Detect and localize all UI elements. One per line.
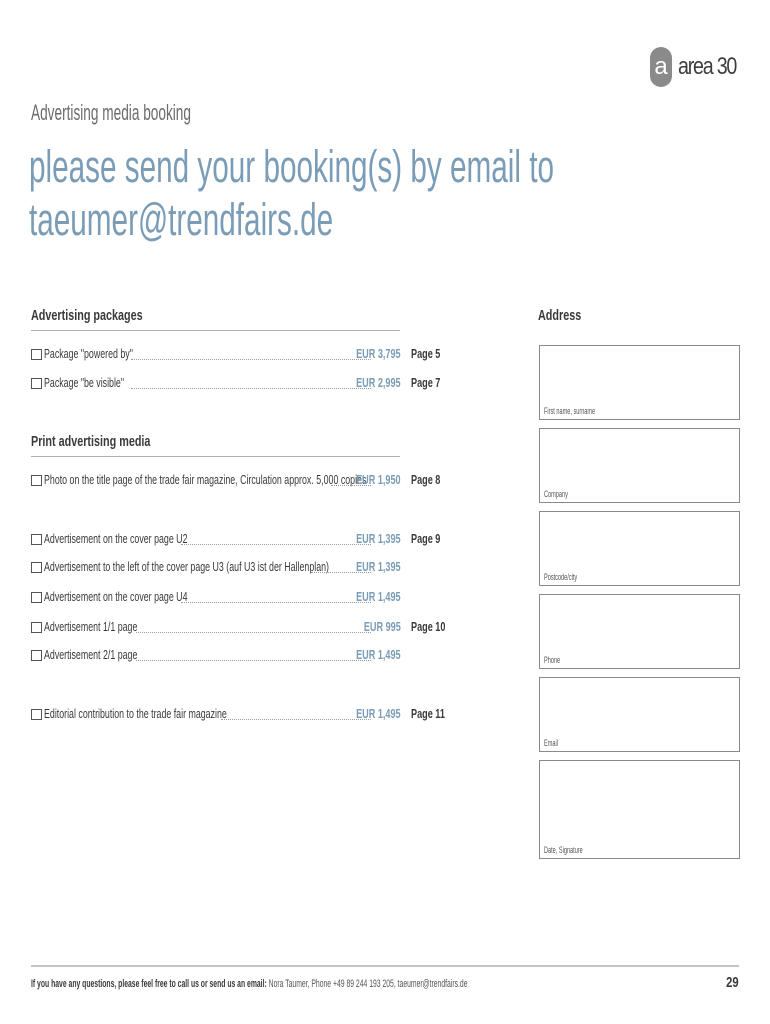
- booking-row: [31, 559, 451, 577]
- area30-logo: [650, 45, 749, 89]
- row-price: EUR 1,950: [356, 472, 401, 487]
- footer-divider: [31, 965, 739, 967]
- booking-row: [31, 647, 451, 665]
- document-label: Advertising media booking: [31, 100, 191, 125]
- row-label: Advertisement to the left of the cover page U3 (auf U3 ist der Hallenplan): [44, 559, 330, 574]
- checkbox[interactable]: [31, 562, 42, 573]
- row-label: Advertisement on the cover page U4: [44, 589, 188, 604]
- row-page-ref: Page 10: [411, 619, 446, 634]
- row-label: Advertisement on the cover page U2: [44, 531, 188, 546]
- headline-email-link[interactable]: taeumer@trendfairs.de: [29, 194, 334, 245]
- checkbox[interactable]: [31, 475, 42, 486]
- logo-wordmark: area 30: [678, 53, 737, 80]
- field-caption: Phone: [544, 655, 561, 665]
- page-number: 29: [726, 974, 739, 991]
- section-title-packages: Advertising packages: [31, 307, 143, 324]
- checkbox[interactable]: [31, 709, 42, 720]
- checkbox[interactable]: [31, 349, 42, 360]
- footer-contact-details: Nora Taumer, Phone +49 89 244 193 205, taeumer@trendfairs.de: [268, 978, 468, 990]
- row-label: Package "powered by": [44, 346, 133, 361]
- row-page-ref: Page 9: [411, 531, 441, 546]
- section-title-print: Print advertising media: [31, 433, 151, 450]
- field-caption: Date, Signature: [544, 845, 583, 855]
- row-price: EUR 1,495: [356, 706, 401, 721]
- booking-row: [31, 619, 451, 637]
- booking-row: [31, 589, 451, 607]
- dot-leader: [136, 632, 371, 633]
- row-page-ref: Page 5: [411, 346, 441, 361]
- dot-leader: [136, 660, 371, 661]
- section-title-address: Address: [538, 307, 582, 324]
- row-page-ref: Page 11: [411, 706, 445, 721]
- row-label: Editorial contribution to the trade fair magazine: [44, 706, 227, 721]
- row-price: EUR 1,495: [356, 589, 401, 604]
- row-label: Advertisement 1/1 page: [44, 619, 138, 634]
- row-price: EUR 1,395: [356, 531, 401, 546]
- row-price: EUR 1,495: [356, 647, 401, 662]
- booking-row: [31, 472, 451, 490]
- booking-row: [31, 706, 451, 724]
- row-page-ref: Page 7: [411, 375, 441, 390]
- booking-row: [31, 346, 451, 364]
- row-price: EUR 1,395: [356, 559, 401, 574]
- field-caption: First name, surname: [544, 406, 596, 416]
- footer-contact: [31, 978, 735, 990]
- field-caption: Company: [544, 489, 568, 499]
- field-caption: Postcode/city: [544, 572, 578, 582]
- page-headline: [29, 140, 770, 246]
- section-divider: [31, 456, 400, 457]
- address-field-name[interactable]: [539, 345, 740, 420]
- row-page-ref: Page 8: [411, 472, 441, 487]
- logo-mark: a: [650, 47, 672, 87]
- booking-row: [31, 531, 451, 549]
- dot-leader: [131, 388, 371, 389]
- row-price: EUR 3,795: [356, 346, 401, 361]
- address-field-postcode-city[interactable]: [539, 511, 740, 586]
- checkbox[interactable]: [31, 650, 42, 661]
- headline-line-1: please send your booking(s) by email to: [29, 141, 554, 192]
- field-caption: Email: [544, 738, 558, 748]
- address-field-company[interactable]: [539, 428, 740, 503]
- row-price: EUR 995: [364, 619, 401, 634]
- dot-leader: [131, 359, 371, 360]
- row-price: EUR 2,995: [356, 375, 401, 390]
- checkbox[interactable]: [31, 378, 42, 389]
- address-field-email[interactable]: [539, 677, 740, 752]
- section-divider: [31, 330, 400, 331]
- row-label: Package "be visible": [44, 375, 124, 390]
- address-field-date-signature[interactable]: [539, 760, 740, 859]
- address-field-phone[interactable]: [539, 594, 740, 669]
- booking-row: [31, 375, 451, 393]
- checkbox[interactable]: [31, 534, 42, 545]
- checkbox[interactable]: [31, 592, 42, 603]
- checkbox[interactable]: [31, 622, 42, 633]
- footer-lead: If you have any questions, please feel free to call us or send us an email:: [31, 978, 267, 990]
- row-label: Photo on the title page of the trade fair magazine, Circulation approx. 5,000 copies: [44, 472, 367, 487]
- row-label: Advertisement 2/1 page: [44, 647, 138, 662]
